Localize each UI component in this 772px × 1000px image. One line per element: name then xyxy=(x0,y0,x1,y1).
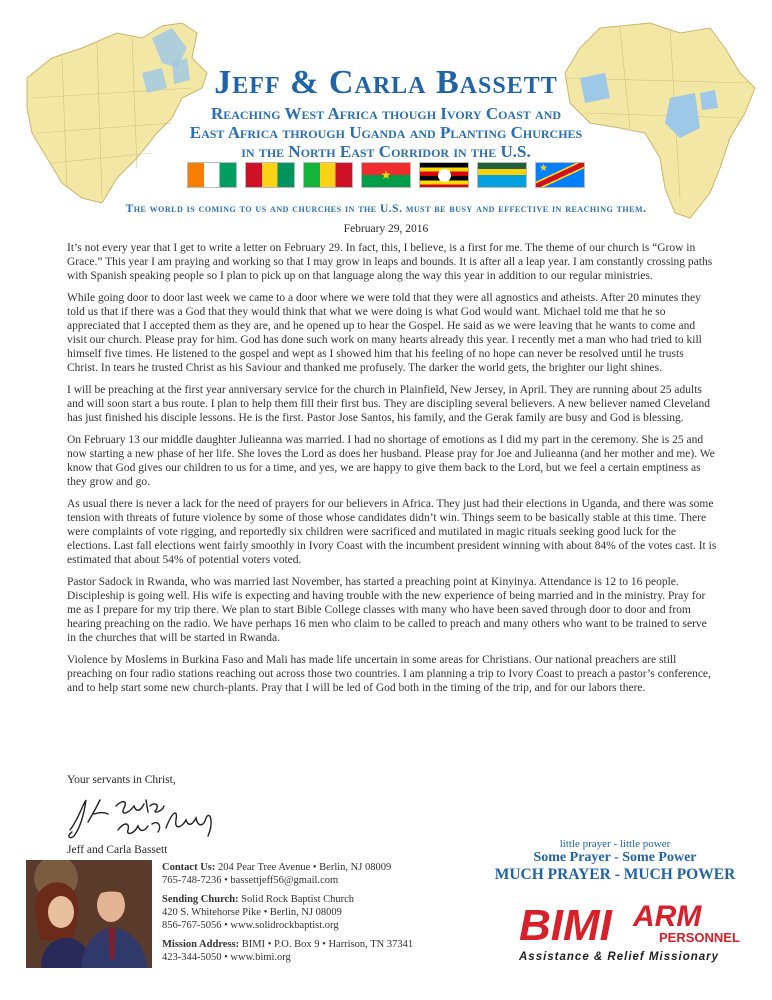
guinea-flag-icon xyxy=(245,162,295,188)
handwritten-signature xyxy=(64,790,224,844)
mali-flag-icon xyxy=(303,162,353,188)
subtitle xyxy=(0,104,772,161)
page-title: Jeff & Carla Bassett xyxy=(214,64,558,101)
letter-paragraph: Violence by Moslems in Burkina Faso and Mali has made life uncertain in some areas for Christians. Our national preachers are still preaching on four radio stations reaching out across those two countries. I am planning a trip to Ivory Coast to preach a pastor’s conference, and to help start some new church-plants. Pray that I will be led of God both in the timing of the trip, and for our labors there. xyxy=(67,654,711,694)
letter-date: February 29, 2016 xyxy=(343,223,429,235)
contact-info xyxy=(162,861,413,970)
prayer-line-medium: Some Prayer - Some Power xyxy=(533,850,697,865)
letter-paragraph: On February 13 our middle daughter Julieanna was married. I had no shortage of emotions as I did my part in the ceremony. She is 25 and now starting a new phase of her life. She loves the Lord as does her husband. Please pray for Joe and Julieanna (and her mother and me). We know that God gives our children to us for a time, and yes, we are happy to give them back to the Lord, but we feel a certain emptiness as they grow and go. xyxy=(67,434,715,488)
prayer-motto xyxy=(480,838,750,884)
uganda-flag-icon xyxy=(419,162,469,188)
contact-address: 204 Pear Tree Avenue • Berlin, NJ 08009 xyxy=(218,862,392,873)
subtitle-line: East Africa through Uganda and Planting Churches xyxy=(189,123,583,142)
letter-body xyxy=(67,241,717,703)
mission-address: BIMI • P.O. Box 9 • Harrison, TN 37341 xyxy=(241,939,414,950)
subtitle-line: Reaching West Africa though Ivory Coast and xyxy=(210,104,562,123)
signed-name: Jeff and Carla Bassett xyxy=(67,844,168,856)
dr-congo-flag-icon: ★ xyxy=(535,162,585,188)
letter-paragraph: As usual there is never a lack for the need of prayers for our believers in Africa. They just had their elections in Uganda, and there was some tension with threats of future violence by some of those whose candidates didn’t win. Things seem to be basically stable at this time. There were complaints of vote rigging, and reportedly six children were sacrificed and mutilated in magic rituals seeking good luck for the elections. Last fall elections went fairly smoothly in Ivory Coast with the incumbent president winning with about 84% of the votes cast. It is estimated that about 54% of potential voters voted. xyxy=(67,498,717,566)
prayer-line-large: MUCH PRAYER - MUCH POWER xyxy=(494,866,736,883)
contact-phone-email: 765-748-7236 • bassettjeff56@gmail.com xyxy=(162,875,339,886)
letter-closing: Your servants in Christ, xyxy=(67,774,176,786)
bimi-arm-logo xyxy=(515,896,745,966)
logo-tagline-text: Assistance & Relief Missionary xyxy=(519,951,720,963)
mission-phone-web: 423-344-5050 • www.bimi.org xyxy=(162,952,291,963)
tagline: The world is coming to us and churches in the U.S. must be busy and effective in reaching them. xyxy=(125,203,647,215)
subtitle-line: in the North East Corridor in the U.S. xyxy=(241,142,531,161)
contact-label: Contact Us: xyxy=(162,862,216,873)
flag-row xyxy=(0,162,772,188)
prayer-line-small: little prayer - little power xyxy=(559,838,671,850)
sending-church-phone-web: 856-767-5056 • www.solidrockbaptist.org xyxy=(162,920,339,931)
letter-paragraph: It’s not every year that I get to write a letter on February 29. In fact, this, I believe, is a first for me. The theme of our church is “Grow in Grace.” This year I am praying and working so that I may grow in leaps and bounds. It is after all a leap year. I am constantly crossing paths with Spanish speaking people so I plan to pick up on that language along the way this year in addition to our regular ministries. xyxy=(67,242,713,282)
letter-paragraph: While going door to door last week we came to a door where we were told that they were all agnostics and atheists. After 20 minutes they told us that if there was a God that they would think that what we were doing is what God would want. Michael told me that he so appreciated that I accepted them as they are, and he opened up to hear the Gospel. He said as we were leaving that he wants to come and visit our church. Please pray for him. God has done such work on many hearts already this year. I recently met a man who had tried to kill himself five times. He listened to the gospel and wept as I showed him that his feeling of no hope can never be resolved until he trusts Christ. In tears he trusted Christ as his Saviour and thanked me profusely. The darker the world gets, the brighter our light shines. xyxy=(67,292,702,374)
logo-personnel-text: PERSONNEL xyxy=(659,930,740,945)
sending-church-label: Sending Church: xyxy=(162,894,239,905)
letter-paragraph: I will be preaching at the first year anniversary service for the church in Plainfield, New Jersey, in April. They are running about 25 adults and will soon start a bus route. I plan to help them fill their first bus. They are discipling several believers. A new believer named Cleveland has just finished his disciple lessons. He is the first. Pastor Jose Santos, his family, and the Gerak family are busy and God is blessing. xyxy=(67,384,710,424)
letter-paragraph: Pastor Sadock in Rwanda, who was married last November, has started a preaching point at Kinyinya. Attendance is 12 to 16 people. Discipleship is going well. His wife is expecting and having trouble with the new experience of being married and in the ministry. Pray for me as I prepare for my trip there. We plan to start Bible College classes with many who have been saved through door to door and from hearing preaching on the radio. We have perhaps 16 men who claim to be called to preach and many others who want to be trained to serve in the churches that will be started in Rwanda. xyxy=(67,576,707,644)
family-photo xyxy=(26,860,152,968)
mission-address-label: Mission Address: xyxy=(162,939,240,950)
logo-bimi-text: BIMI xyxy=(519,901,612,950)
burkina-faso-flag-icon: ★ xyxy=(361,162,411,188)
sending-church-address: 420 S. Whitehorse Pike • Berlin, NJ 08009 xyxy=(162,907,342,918)
logo-arm-text: ARM xyxy=(633,900,702,933)
sending-church-name: Solid Rock Baptist Church xyxy=(241,894,355,905)
rwanda-flag-icon xyxy=(477,162,527,188)
ivory-coast-flag-icon xyxy=(187,162,237,188)
